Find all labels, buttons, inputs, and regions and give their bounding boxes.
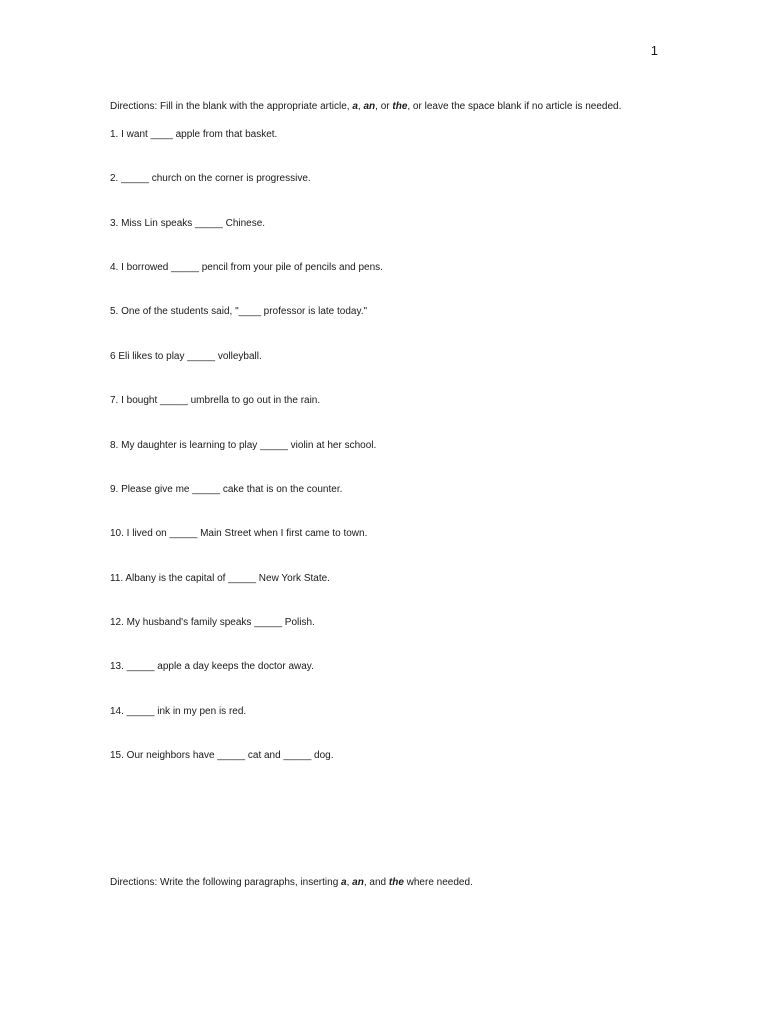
directions-text: Directions: Fill in the blank with the appropriate article, <box>110 101 353 112</box>
exercise-item-6: 6 Eli likes to play _____ volleyball. <box>110 351 262 362</box>
article-a: a <box>341 877 347 888</box>
directions-text: , or leave the space blank if no article is needed. <box>407 101 622 112</box>
article-the: the <box>388 877 404 888</box>
article-the: the <box>392 101 408 112</box>
separator: , and <box>363 877 389 888</box>
exercise-item-8: 8. My daughter is learning to play _____ violin at her school. <box>110 440 377 451</box>
exercise-item-14: 14. _____ ink in my pen is red. <box>110 706 247 717</box>
article-a: a <box>352 101 358 112</box>
directions-fill-blank <box>110 100 621 113</box>
directions-text: where needed. <box>403 877 473 888</box>
article-an: an <box>363 101 376 112</box>
separator: , <box>357 101 364 112</box>
page-number: 1 <box>650 43 658 58</box>
exercise-item-9: 9. Please give me _____ cake that is on the counter. <box>110 484 343 495</box>
separator: , or <box>375 101 393 112</box>
exercise-item-1: 1. I want ____ apple from that basket. <box>110 129 278 140</box>
exercise-item-4: 4. I borrowed _____ pencil from your pile of pencils and pens. <box>110 262 383 273</box>
exercise-item-15: 15. Our neighbors have _____ cat and _____ dog. <box>110 750 334 761</box>
exercise-item-10: 10. I lived on _____ Main Street when I first came to town. <box>110 528 368 539</box>
exercise-item-2: 2. _____ church on the corner is progressive. <box>110 173 311 184</box>
directions-write-paragraphs <box>110 876 473 889</box>
exercise-item-7: 7. I bought _____ umbrella to go out in the rain. <box>110 395 321 406</box>
exercise-item-12: 12. My husband's family speaks _____ Polish. <box>110 617 315 628</box>
separator: , <box>346 877 353 888</box>
article-an: an <box>352 877 364 888</box>
exercise-item-3: 3. Miss Lin speaks _____ Chinese. <box>110 218 266 229</box>
exercise-item-11: 11. Albany is the capital of _____ New York State. <box>110 573 330 584</box>
exercise-item-13: 13. _____ apple a day keeps the doctor away. <box>110 661 314 672</box>
exercise-item-5: 5. One of the students said, "____ professor is late today." <box>110 306 368 317</box>
directions-text: Directions: Write the following paragraphs, inserting <box>110 877 342 888</box>
